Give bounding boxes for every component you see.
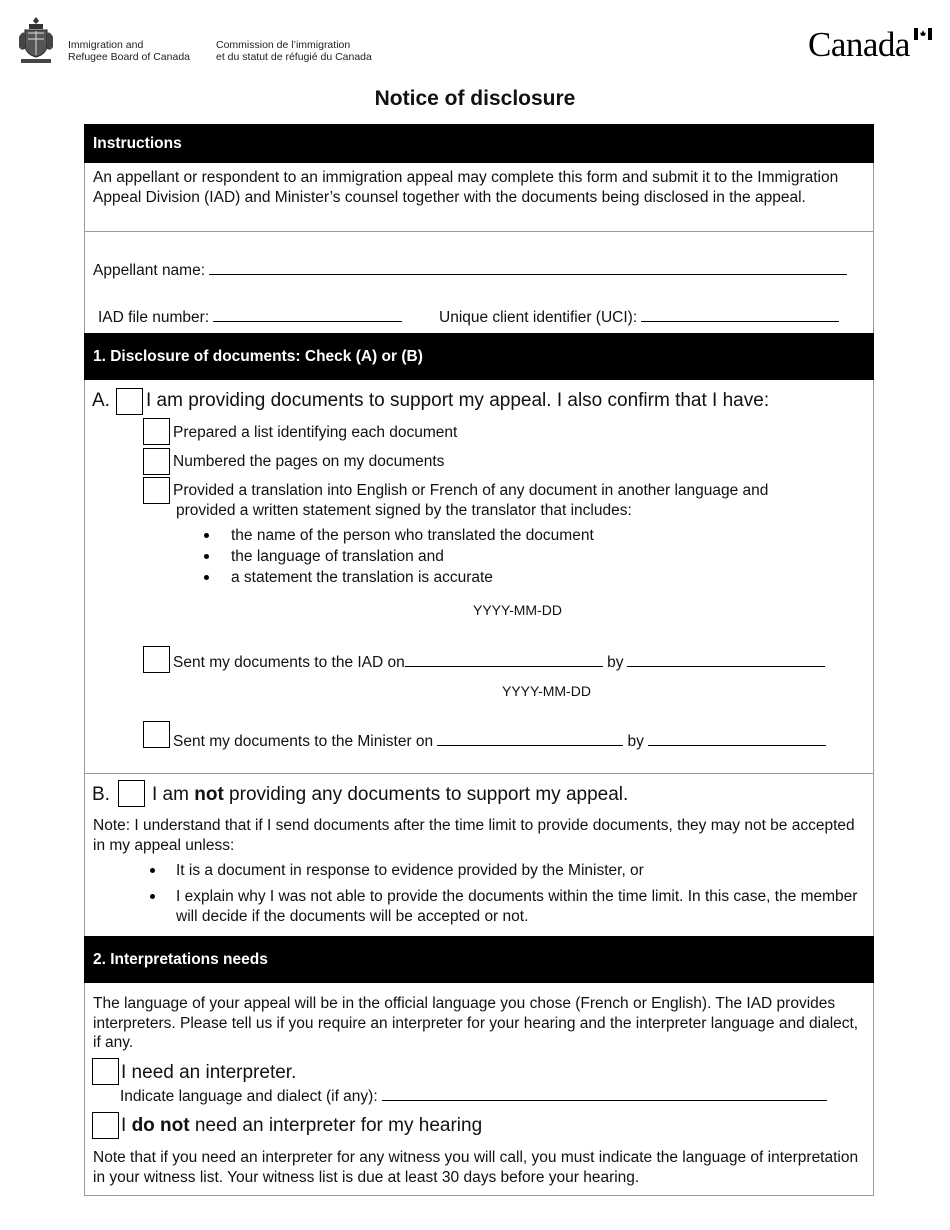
- org-name-en-line1: Immigration and: [68, 39, 144, 51]
- witness-interpreter-note: Note that if you need an interpreter for any witness you will call, you must indicate the language of interpretation in your witness list. Your witness list is due at least 30 days before your hearing.: [93, 1149, 859, 1186]
- option-b-text-post: providing any documents to support my appeal.: [223, 784, 629, 805]
- uci-field[interactable]: [641, 308, 839, 322]
- coat-of-arms-icon: [17, 15, 55, 67]
- bullet-icon: [150, 868, 155, 873]
- instructions-heading: Instructions: [93, 134, 182, 152]
- sent-minister-checkbox[interactable]: [143, 721, 170, 748]
- translation-checkbox[interactable]: [143, 477, 170, 504]
- divider: [84, 231, 874, 232]
- no-interpreter-post: need an interpreter for my hearing: [189, 1115, 483, 1136]
- pages-numbered-label: Numbered the pages on my documents: [173, 453, 445, 470]
- language-dialect-row: [120, 1087, 827, 1107]
- sent-iad-row: [173, 653, 825, 673]
- section2-heading: 2. Interpretations needs: [93, 950, 268, 968]
- date-format-hint-iad: YYYY-MM-DD: [473, 602, 562, 618]
- translation-bullet-3: a statement the translation is accurate: [231, 569, 493, 586]
- option-b-text-pre: I am: [152, 784, 195, 805]
- section1-header: [84, 333, 874, 380]
- option-b-text-bold: not: [194, 784, 224, 805]
- instructions-text: An appellant or respondent to an immigration appeal may complete this form and submit it to the Immigration Appeal Division (IAD) and Minister’s counsel together with the documents being disclosed in the appeal.: [93, 169, 839, 206]
- sent-iad-label: Sent my documents to the IAD on: [173, 654, 405, 671]
- list-prepared-checkbox[interactable]: [143, 418, 170, 445]
- divider: [84, 773, 874, 774]
- no-interpreter-checkbox[interactable]: [92, 1112, 119, 1139]
- uci-row: [439, 308, 839, 328]
- translation-bullet-2: the language of translation and: [231, 548, 444, 565]
- translation-bullet-1: the name of the person who translated the document: [231, 527, 594, 544]
- option-b-checkbox[interactable]: [118, 780, 145, 807]
- org-name-fr-line1: Commission de l’immigration: [216, 39, 351, 51]
- bullet-icon: [204, 554, 209, 559]
- list-prepared-label: Prepared a list identifying each document: [173, 424, 458, 441]
- iad-file-label: IAD file number:: [98, 309, 210, 326]
- no-interpreter-label: [121, 1115, 482, 1137]
- iad-file-field[interactable]: [213, 308, 402, 322]
- pages-numbered-checkbox[interactable]: [143, 448, 170, 475]
- translation-label: Provided a translation into English or French of any document in another language and: [173, 482, 769, 499]
- sent-iad-date-field[interactable]: [405, 653, 603, 667]
- sent-iad-by-field[interactable]: [627, 653, 825, 667]
- sent-minister-row: [173, 732, 826, 752]
- flag-icon: [914, 28, 932, 40]
- note-bullet-1: It is a document in response to evidence provided by the Minister, or: [176, 862, 644, 879]
- iad-file-row: [98, 308, 402, 328]
- option-b-letter: B.: [92, 784, 110, 805]
- canada-wordmark-text: Canada: [808, 25, 910, 64]
- org-name-en: [68, 39, 190, 63]
- section2-header: [84, 936, 874, 983]
- option-a-checkbox[interactable]: [116, 388, 143, 415]
- section1-heading: 1. Disclosure of documents: Check (A) or (B): [93, 347, 423, 365]
- language-dialect-label: Indicate language and dialect (if any):: [120, 1088, 378, 1105]
- option-a-letter: A.: [92, 390, 110, 411]
- bullet-icon: [150, 894, 155, 899]
- appellant-name-row: [93, 261, 847, 281]
- late-documents-note: Note: I understand that if I send documents after the time limit to provide documents, they may not be accepted in my appeal unless:: [93, 817, 855, 854]
- interpretation-intro: The language of your appeal will be in the official language you chose (French or English). The IAD provides interpreters. Please tell us if you require an interpreter for your hearing and the interpreter language and dialect, if any.: [93, 995, 859, 1051]
- uci-label: Unique client identifier (UCI):: [439, 309, 638, 326]
- sent-minister-label: Sent my documents to the Minister on: [173, 733, 434, 750]
- org-name-fr: [216, 39, 372, 63]
- no-interpreter-bold: do not: [131, 1115, 190, 1136]
- org-name-fr-line2: et du statut de réfugié du Canada: [216, 51, 372, 63]
- option-b-text: [152, 784, 628, 806]
- translation-label-cont: provided a written statement signed by the translator that includes:: [176, 502, 632, 519]
- sent-minister-by-label: by: [627, 733, 644, 750]
- no-interpreter-pre: I: [121, 1115, 132, 1136]
- note-bullet-2: I explain why I was not able to provide the documents within the time limit. In this case, the member will decide if the documents will be accepted or not.: [176, 888, 858, 925]
- sent-iad-by-label: by: [607, 654, 624, 671]
- canada-wordmark: [808, 25, 933, 65]
- sent-minister-by-field[interactable]: [648, 732, 826, 746]
- need-interpreter-checkbox[interactable]: [92, 1058, 119, 1085]
- bullet-icon: [204, 533, 209, 538]
- option-a-text: I am providing documents to support my appeal. I also confirm that I have:: [146, 390, 770, 411]
- sent-minister-date-field[interactable]: [437, 732, 623, 746]
- org-name-en-line2: Refugee Board of Canada: [68, 51, 191, 63]
- page-title: Notice of disclosure: [374, 87, 576, 110]
- need-interpreter-label: I need an interpreter.: [121, 1062, 297, 1083]
- sent-iad-checkbox[interactable]: [143, 646, 170, 673]
- bullet-icon: [204, 575, 209, 580]
- date-format-hint-minister: YYYY-MM-DD: [502, 683, 591, 699]
- appellant-name-label: Appellant name:: [93, 262, 206, 279]
- language-dialect-field[interactable]: [382, 1087, 827, 1101]
- instructions-header: [84, 124, 874, 163]
- appellant-name-field[interactable]: [209, 261, 847, 275]
